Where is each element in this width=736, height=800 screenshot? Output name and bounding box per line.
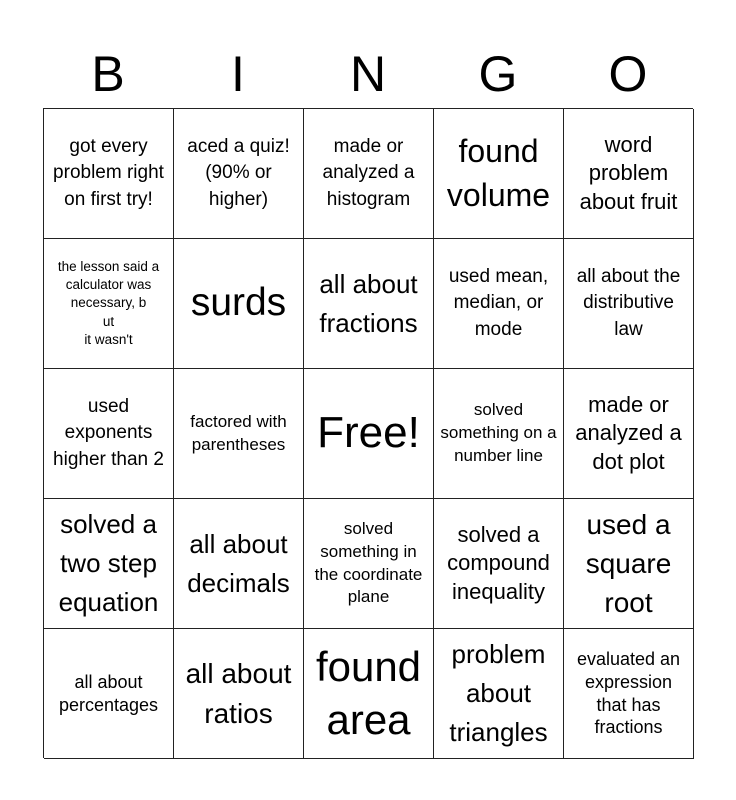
bingo-cell-b3[interactable]: used exponents higher than 2 (44, 369, 174, 499)
bingo-header (43, 40, 693, 108)
bingo-card (43, 108, 693, 758)
bingo-cell-i4[interactable]: all about decimals (174, 499, 304, 629)
bingo-cell-o5[interactable]: evaluated an expression that has fractions (564, 629, 694, 759)
bingo-cell-o3[interactable]: made or analyzed a dot plot (564, 369, 694, 499)
header-letter-o: O (608, 46, 648, 102)
bingo-cell-n4[interactable]: solved something in the coordinate plane (304, 499, 434, 629)
bingo-cell-b5[interactable]: all about percentages (44, 629, 174, 759)
bingo-cell-n1[interactable]: made or analyzed a histogram (304, 109, 434, 239)
bingo-cell-n3-free[interactable]: Free! (304, 369, 434, 499)
header-letter-n: N (349, 46, 387, 102)
bingo-cell-n5[interactable]: found area (304, 629, 434, 759)
bingo-cell-g5[interactable]: problem about triangles (434, 629, 564, 759)
header-letter-b: B (91, 46, 125, 102)
bingo-cell-n2[interactable]: all about fractions (304, 239, 434, 369)
bingo-cell-i1[interactable]: aced a quiz! (90% or higher) (174, 109, 304, 239)
bingo-cell-o4[interactable]: used a square root (564, 499, 694, 629)
header-letter-g: G (478, 46, 518, 102)
bingo-cell-b1[interactable]: got every problem right on first try! (44, 109, 174, 239)
bingo-cell-i2[interactable]: surds (174, 239, 304, 369)
bingo-cell-g1[interactable]: found volume (434, 109, 564, 239)
bingo-cell-g2[interactable]: used mean, median, or mode (434, 239, 564, 369)
bingo-cell-i5[interactable]: all about ratios (174, 629, 304, 759)
bingo-cell-g4[interactable]: solved a compound inequality (434, 499, 564, 629)
bingo-cell-o2[interactable]: all about the distributive law (564, 239, 694, 369)
bingo-cell-o1[interactable]: word problem about fruit (564, 109, 694, 239)
bingo-cell-g3[interactable]: solved something on a number line (434, 369, 564, 499)
bingo-cell-i3[interactable]: factored with parentheses (174, 369, 304, 499)
header-letter-i: I (231, 46, 245, 102)
bingo-cell-b2[interactable]: the lesson said a calculator was necessary, b ut it wasn't (44, 239, 174, 369)
bingo-cell-b4[interactable]: solved a two step equation (44, 499, 174, 629)
